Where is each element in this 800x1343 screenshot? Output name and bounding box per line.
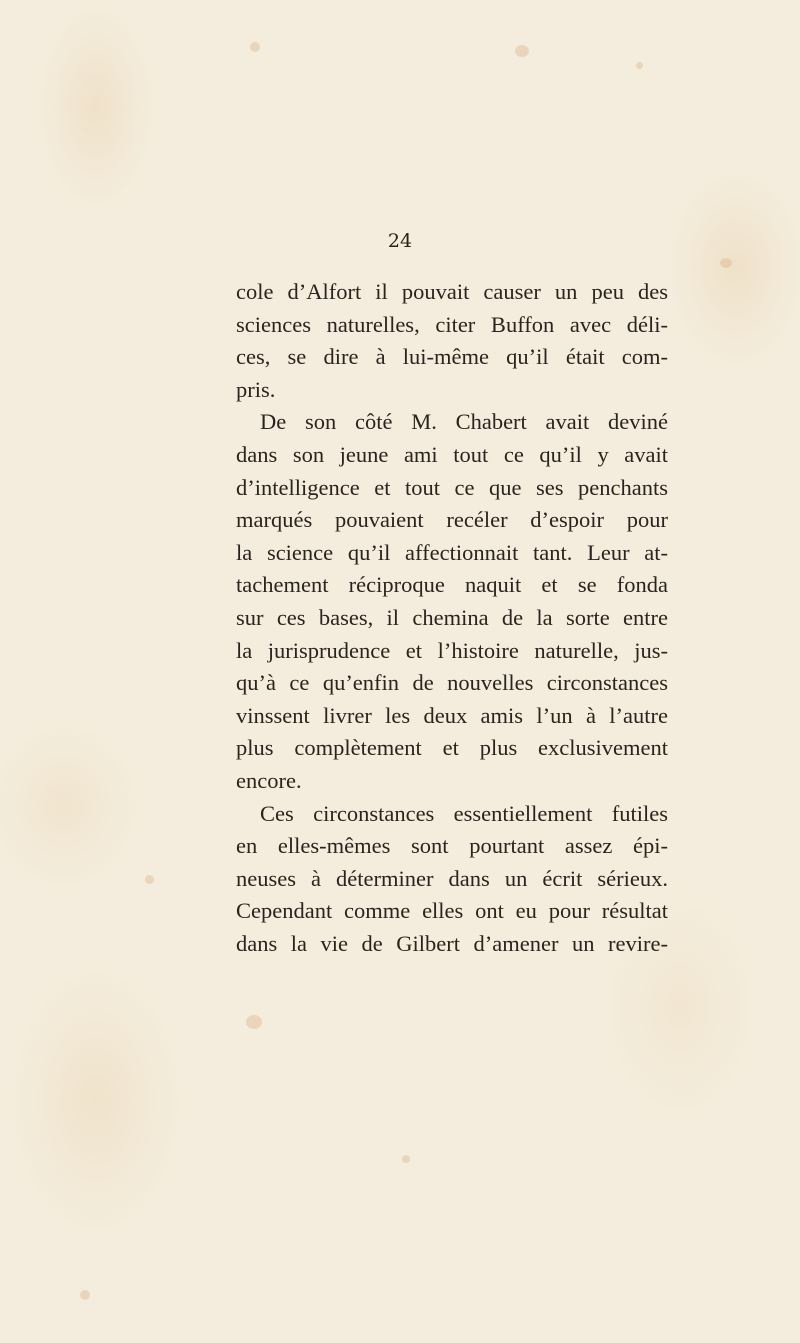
text-line: sur ces bases, il chemina de la sorte entre	[236, 604, 668, 630]
text-line: encore.	[236, 767, 302, 793]
text-line: dans son jeune ami tout ce qu’il y avait	[236, 441, 668, 467]
foxing-spot	[250, 42, 260, 52]
text-line: en elles-mêmes sont pourtant assez épi-	[236, 833, 668, 859]
text-line: la jurisprudence et l’histoire naturelle, jus-	[236, 637, 668, 663]
page-number: 24	[387, 230, 413, 252]
foxing-spot	[402, 1155, 410, 1163]
text-line: vinssent livrer les deux amis l’un à l’autre	[236, 702, 668, 728]
text-line: sciences naturelles, citer Buffon avec déli-	[236, 311, 668, 337]
foxing-spot	[515, 45, 529, 57]
text-line: dans la vie de Gilbert d’amener un revire-	[236, 930, 668, 956]
foxing-spot	[246, 1015, 262, 1029]
foxing-spot	[720, 258, 732, 268]
text-line: neuses à déterminer dans un écrit sérieux.	[236, 865, 668, 891]
foxing-spot	[145, 875, 154, 884]
text-line: De son côté M. Chabert avait deviné	[260, 409, 668, 435]
text-line: qu’à ce qu’enfin de nouvelles circonstances	[236, 670, 668, 696]
text-line: cole d’Alfort il pouvait causer un peu des	[236, 279, 668, 304]
text-line: plus complètement et plus exclusivement	[236, 735, 668, 761]
text-line: ces, se dire à lui-même qu’il était com-	[236, 344, 668, 370]
text-line: Cependant comme elles ont eu pour résultat	[236, 898, 668, 924]
text-line: la science qu’il affectionnait tant. Leur at-	[236, 539, 668, 565]
body-text	[236, 276, 668, 960]
text-line: d’intelligence et tout ce que ses penchants	[236, 474, 668, 500]
text-line: Ces circonstances essentiellement futiles	[260, 800, 668, 826]
foxing-spot	[636, 62, 643, 69]
foxing-spot	[80, 1290, 90, 1300]
text-line: pris.	[236, 376, 276, 402]
text-line: marqués pouvaient recéler d’espoir pour	[236, 507, 668, 533]
text-line: tachement réciproque naquit et se fonda	[236, 572, 668, 598]
